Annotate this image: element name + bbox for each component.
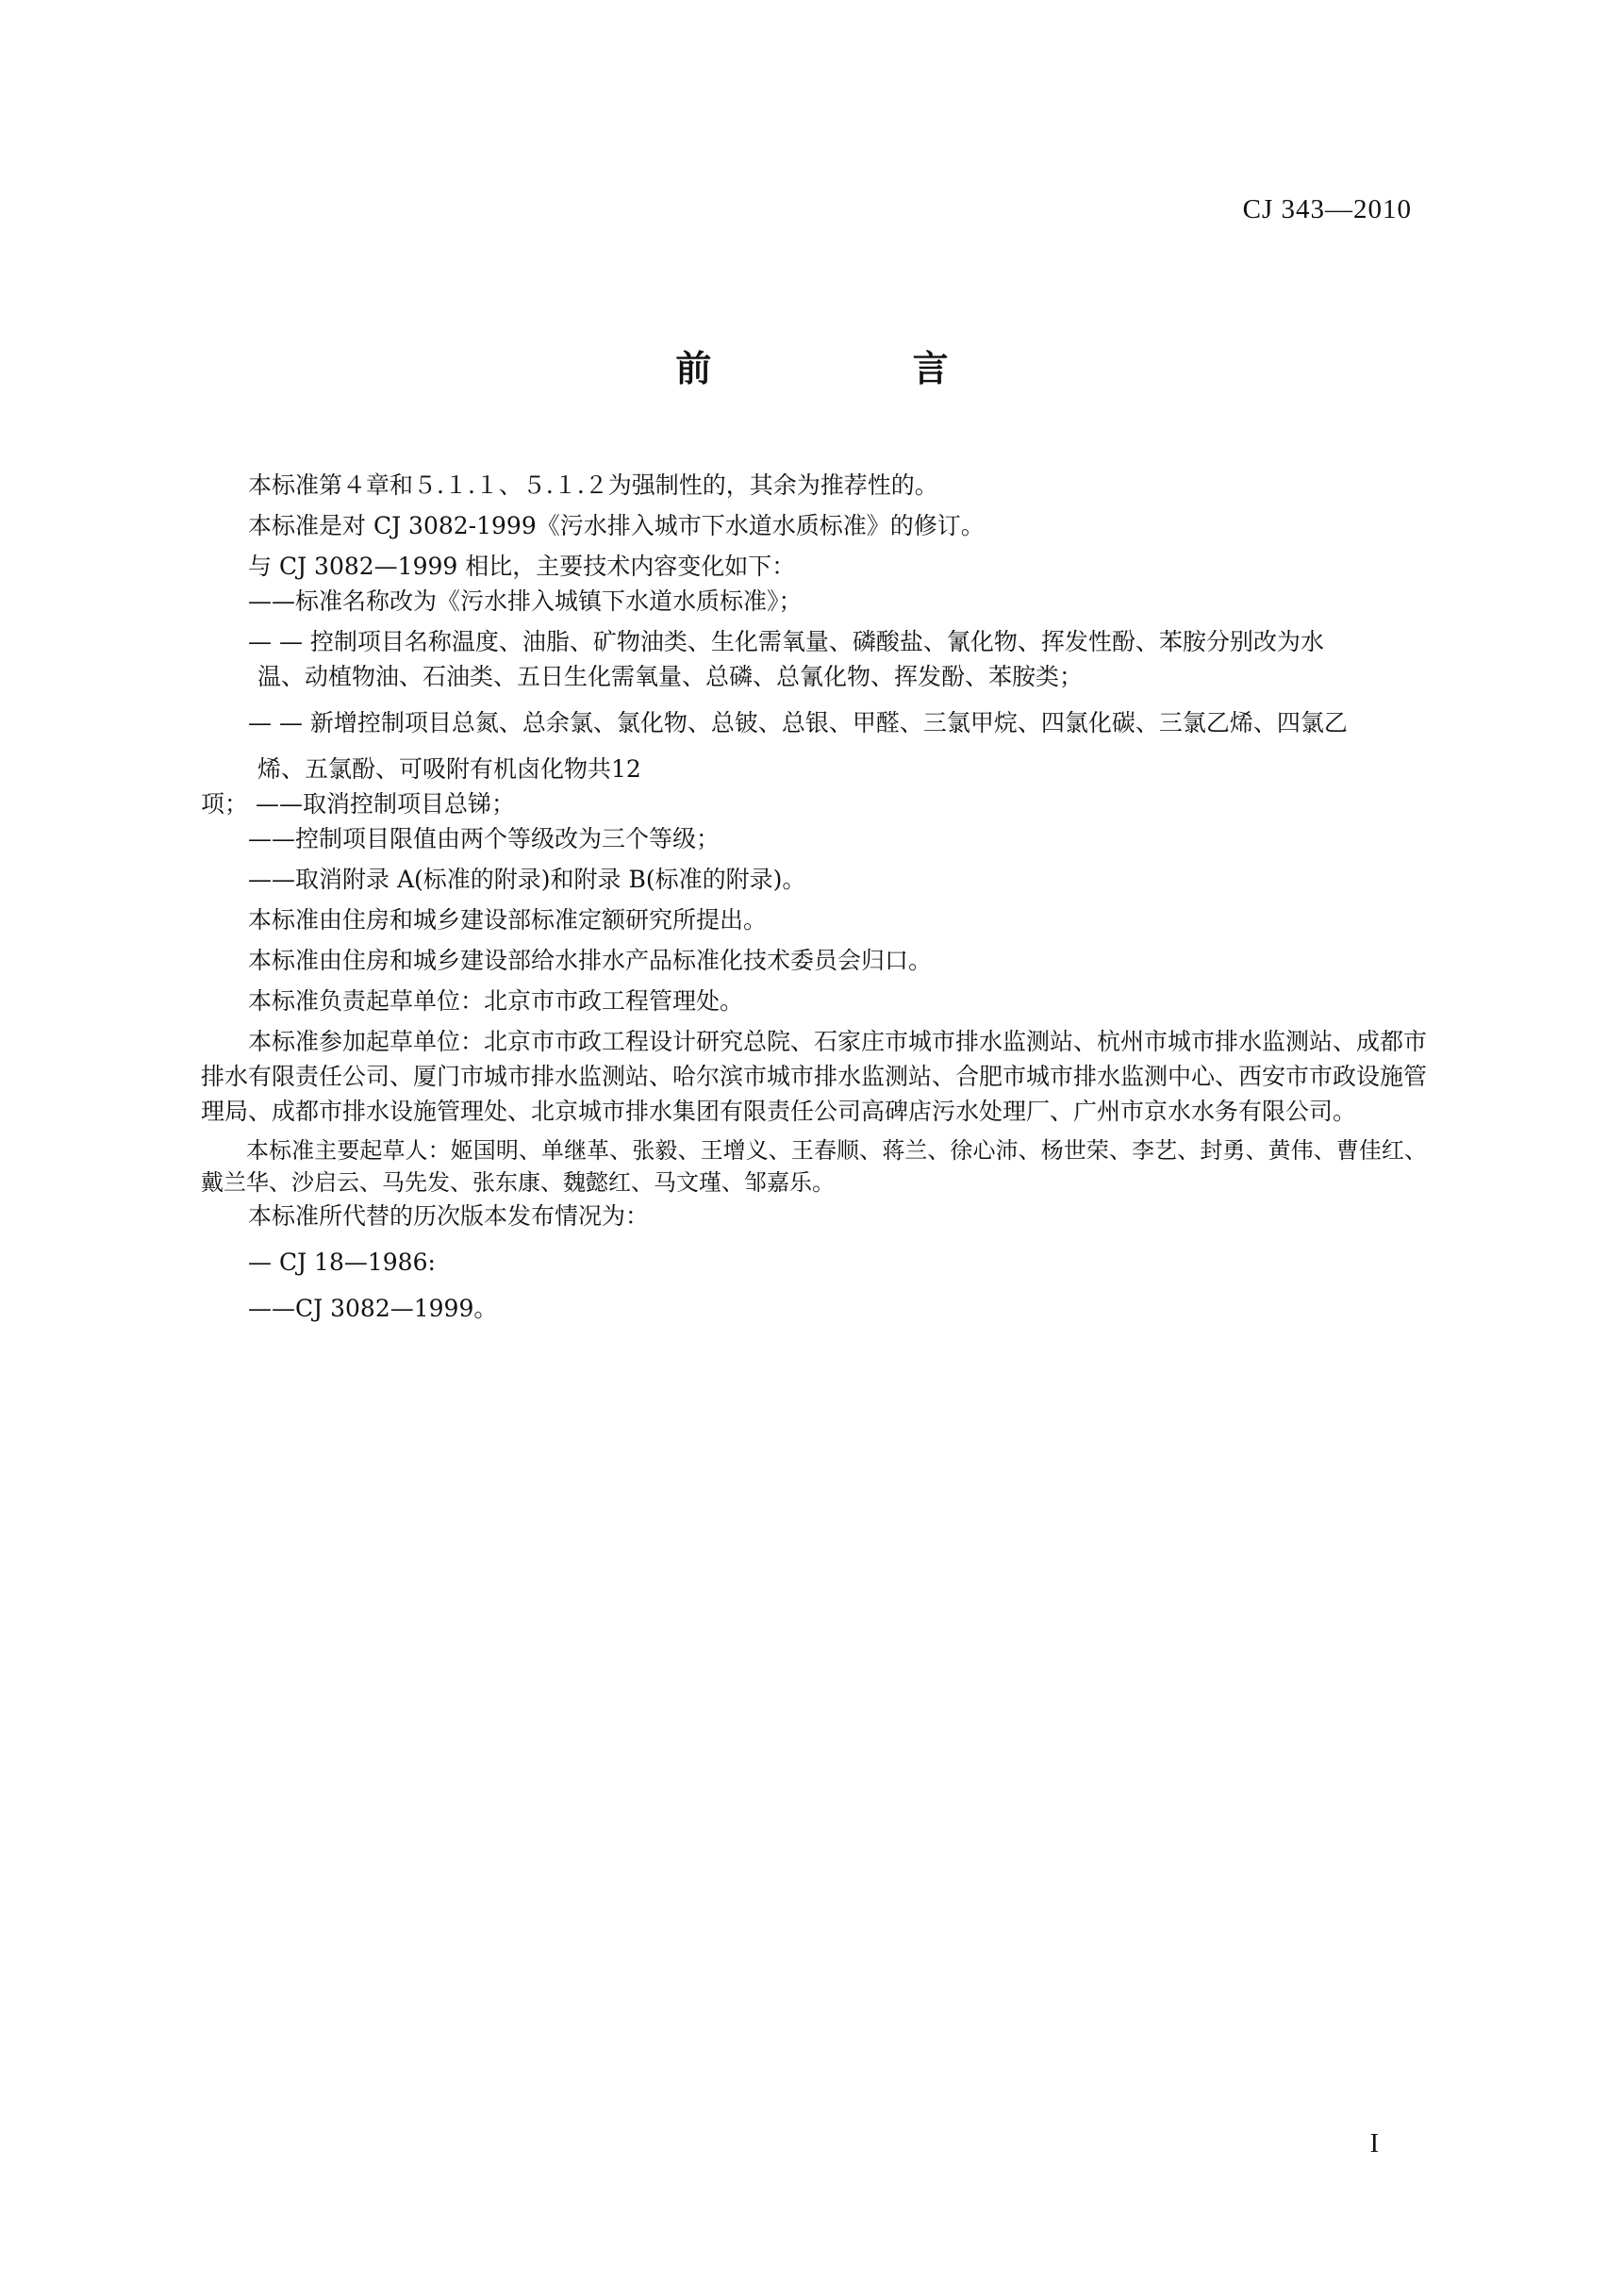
paragraph-previous-editions: 本标准所代替的历次版本发布情况为： — [248, 1202, 650, 1230]
paragraph-administered-by: 本标准由住房和城乡建设部给水排水产品标准化技术委员会归口。 — [248, 947, 933, 974]
paragraph-proposed-by: 本标准由住房和城乡建设部标准定额研究所提出。 — [248, 906, 768, 934]
change-item-limit-levels: ——控制项目限值由两个等级改为三个等级； — [248, 825, 721, 852]
change-item-renamed-items-line1: — — 控制项目名称温度、油脂、矿物油类、生化需氧量、磷酸盐、氰化物、挥发性酚、苯胺分别改为水 — [248, 628, 1324, 655]
change-item-renamed-items-line2: 温、动植物油、石油类、五日生化需氧量、总磷、总氰化物、挥发酚、苯胺类； — [257, 663, 1084, 690]
change-item-added-items-line3: 项； ——取消控制项目总锑； — [201, 790, 515, 818]
paragraph-revision-of: 本标准是对 CJ 3082-1999《污水排入城市下水道水质标准》的修订。 — [248, 512, 985, 539]
change-item-added-items-line2: 烯、五氯酚、可吸附有机卤化物共12 — [257, 755, 641, 783]
paragraph-drafting-unit: 本标准负责起草单位：北京市市政工程管理处。 — [248, 987, 744, 1015]
paragraph-mandatory-clauses: 本标准第４章和５.１.１、５.１.２为强制性的，其余为推荐性的。 — [248, 471, 938, 499]
change-item-annex-removed: ——取消附录 A(标准的附录)和附录 B(标准的附录)。 — [248, 866, 806, 893]
document-code: CJ 343—2010 — [1242, 194, 1412, 224]
foreword-body — [201, 468, 1427, 1326]
paragraph-main-drafters: 本标准主要起草人：姬国明、单继革、张毅、王增义、王春顺、蒋兰、徐心沛、杨世荣、李艺、封勇、黄伟、曹佳红、戴兰华、沙启云、马先发、张东康、魏懿红、马文瑾、邹嘉乐。 — [201, 1137, 1427, 1196]
paragraph-participating-units: 本标准参加起草单位：北京市市政工程设计研究总院、石家庄市城市排水监测站、杭州市城市排水监测站、成都市排水有限责任公司、厦门市城市排水监测站、哈尔滨市城市排水监测站、合肥市城市排水监测中心、西安市市政设施管理局、成都市排水设施管理处、北京城市排水集团有限责任公司高碑店污水处理厂、广州市京水水务有限公司。 — [201, 1028, 1428, 1125]
change-item-rename: ——标准名称改为《污水排入城镇下水道水质标准》； — [248, 587, 803, 615]
previous-edition-1986: — CJ 18—1986: — [248, 1248, 436, 1276]
previous-edition-1999: ——CJ 3082—1999。 — [248, 1295, 498, 1322]
page-number: I — [1369, 2129, 1379, 2158]
page-title: 前 言 — [675, 348, 1043, 389]
paragraph-changes-intro: 与 CJ 3082—1999 相比，主要技术内容变化如下： — [248, 553, 796, 580]
change-item-added-items-line1: — — 新增控制项目总氮、总余氯、氯化物、总铍、总银、甲醛、三氯甲烷、四氯化碳、三氯乙烯、四氯乙 — [248, 709, 1348, 736]
